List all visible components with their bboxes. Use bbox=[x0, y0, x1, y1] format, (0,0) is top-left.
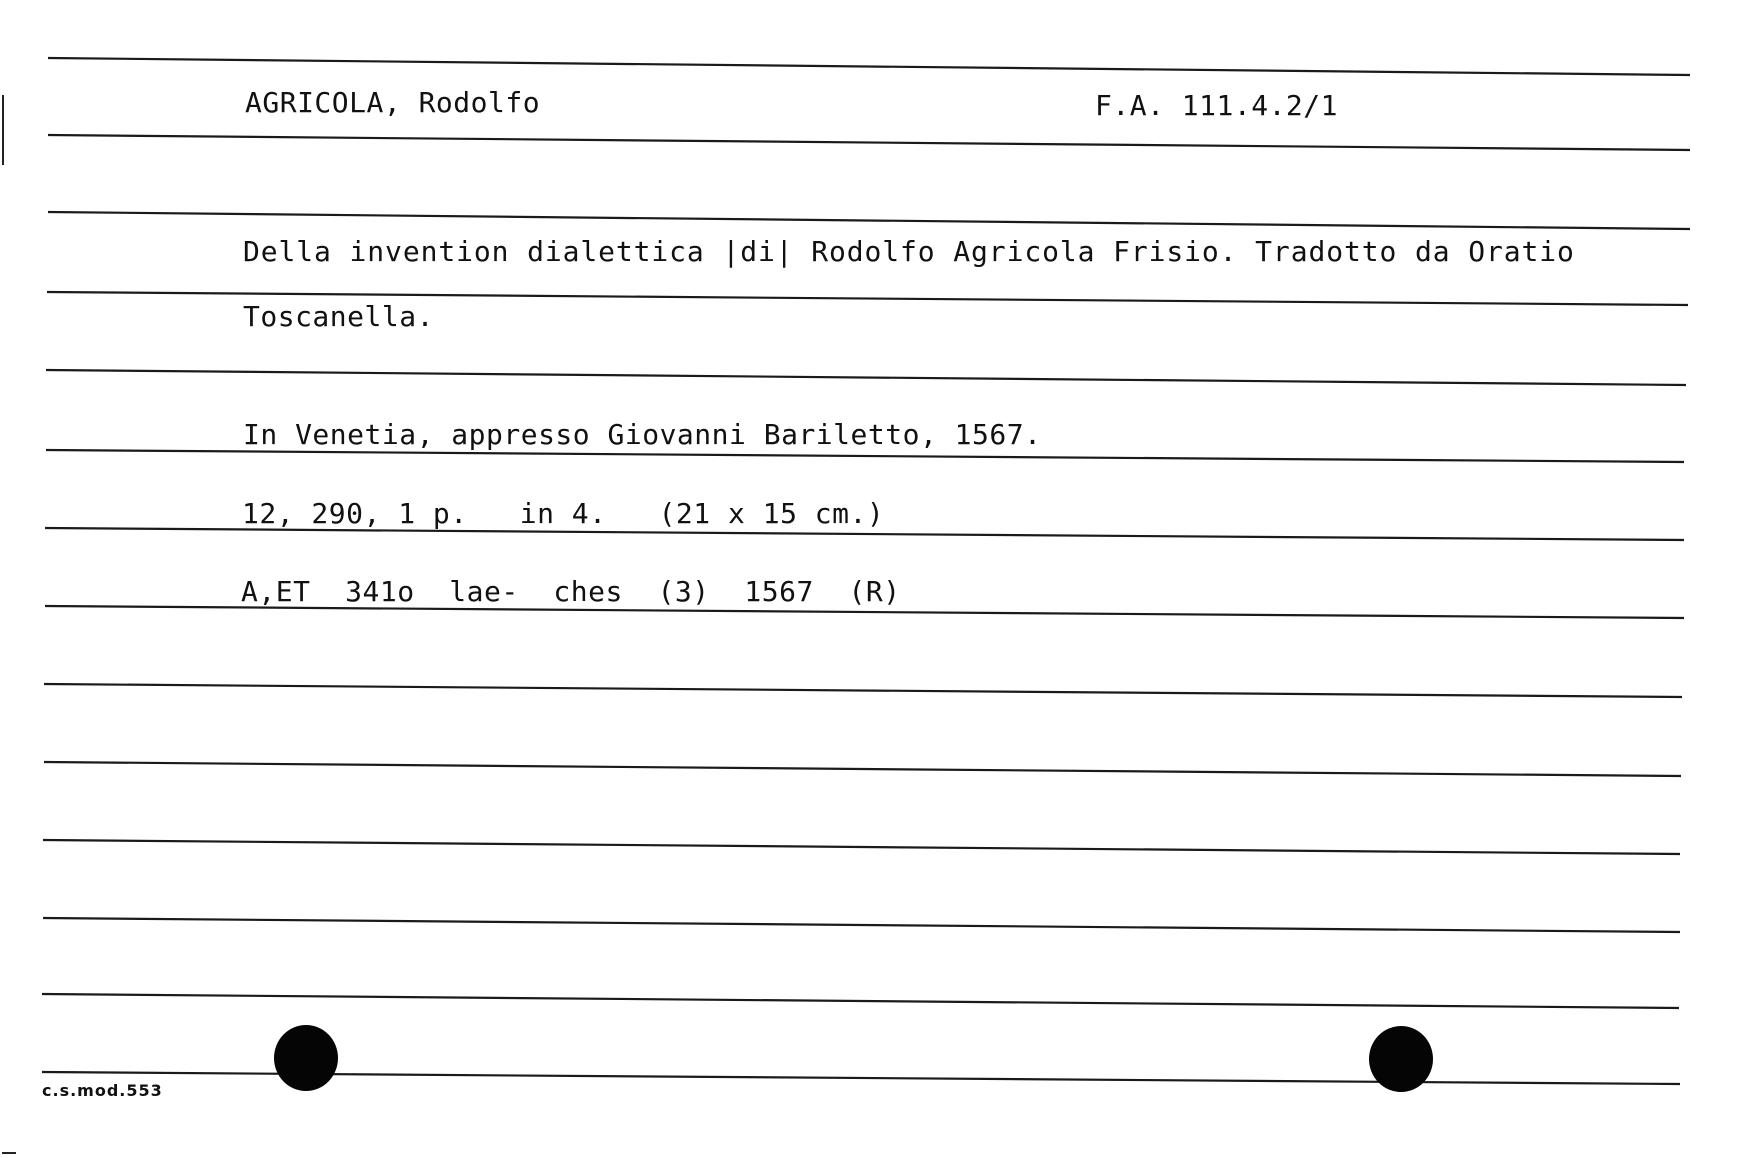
shelfmark: F.A. 111.4.2/1 bbox=[1095, 89, 1339, 122]
bottom-left-mark bbox=[2, 1152, 16, 1154]
punch-hole-left bbox=[274, 1025, 338, 1091]
collation: 12, 290, 1 p. in 4. (21 x 15 cm.) bbox=[242, 497, 885, 530]
left-edge-mark bbox=[2, 95, 4, 165]
imprint: In Venetia, appresso Giovanni Bariletto, 1567. bbox=[243, 418, 1042, 451]
title-line-1: Della invention dialettica |di| Rodolfo Agricola Frisio. Tradotto da Oratio bbox=[243, 235, 1575, 268]
fingerprint: A,ET 341o lae- ches (3) 1567 (R) bbox=[241, 575, 901, 608]
author-heading: AGRICOLA, Rodolfo bbox=[245, 86, 541, 119]
punch-hole-right bbox=[1369, 1026, 1433, 1092]
form-code: c.s.mod.553 bbox=[42, 1081, 163, 1100]
title-line-2: Toscanella. bbox=[243, 300, 434, 333]
